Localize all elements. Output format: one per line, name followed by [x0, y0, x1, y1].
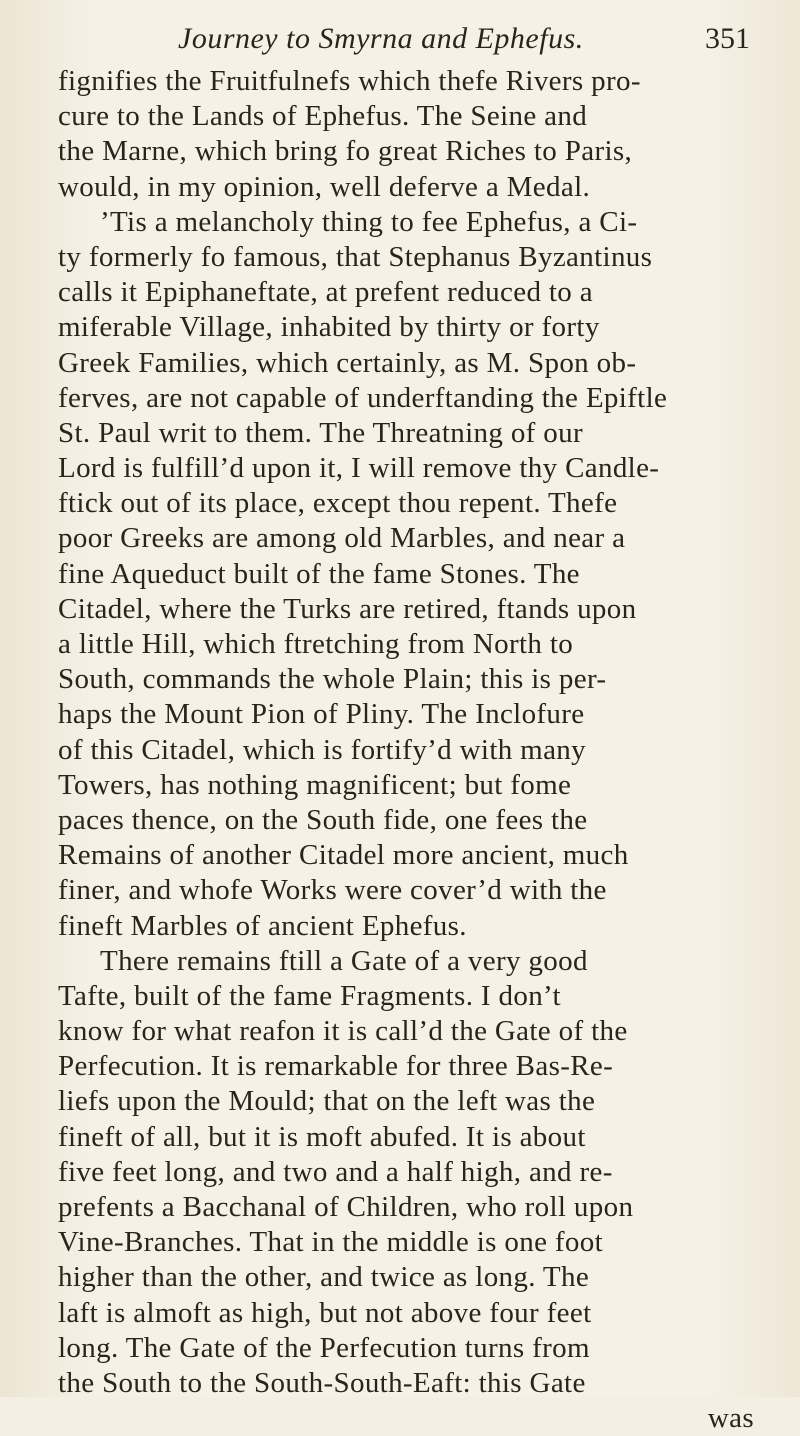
text-line: St. Paul writ to them. The Threatning of our [58, 416, 583, 449]
text-line: fineft of all, but it is moft abufed. It is about [58, 1120, 586, 1153]
text-line: higher than the other, and twice as long. The [58, 1261, 590, 1294]
text-line: Perfecution. It is remarkable for three Bas-Re- [58, 1050, 614, 1083]
text-line: cure to the Lands of Ephefus. The Seine and [58, 100, 588, 133]
text-line: know for what reafon it is call’d the Gate of the [58, 1015, 628, 1048]
text-line: the Marne, which bring fo great Riches to Paris, [58, 135, 633, 168]
text-line: the South to the South-South-Eaft: this Gate [58, 1366, 586, 1399]
text-line: Towers, has nothing magnificent; but fome [58, 768, 572, 801]
text-line: long. The Gate of the Perfecution turns from [58, 1331, 590, 1364]
text-line: Remains of another Citadel more ancient, much [58, 839, 629, 872]
text-line: There remains ftill a Gate of a very good [100, 944, 588, 977]
text-line: of this Citadel, which is fortify’d with many [58, 733, 587, 766]
running-head [58, 14, 770, 64]
text-line: Vine-Branches. That in the middle is one foot [58, 1226, 604, 1259]
text-line: ’Tis a melancholy thing to fee Ephefus, a Ci- [100, 205, 638, 238]
text-line: ty formerly fo famous, that Stephanus Byzantinus [58, 240, 653, 273]
text-line: haps the Mount Pion of Pliny. The Inclofure [58, 698, 585, 731]
text-line: ferves, are not capable of underftanding the Epiftle [58, 381, 668, 414]
text-line: paces thence, on the South fide, one fees the [58, 803, 588, 836]
body-text [58, 64, 770, 1436]
text-line: fine Aqueduct built of the fame Stones. The [58, 557, 580, 590]
text-line: miferable Village, inhabited by thirty or forty [58, 311, 600, 344]
text-line: would, in my opinion, well deferve a Medal. [58, 170, 591, 203]
text-line: prefents a Bacchanal of Children, who roll upon [58, 1191, 634, 1223]
text-line: poor Greeks are among old Marbles, and near a [58, 522, 626, 555]
text-line: laft is almoft as high, but not above four feet [58, 1296, 592, 1329]
text-line: calls it Epiphaneftate, at prefent reduced to a [58, 276, 593, 309]
text-line: fignifies the Fruitfulnefs which thefe Rivers pro- [58, 65, 641, 97]
text-line: ftick out of its place, except thou repent. Thefe [58, 487, 618, 520]
text-line: fineft Marbles of ancient Ephefus. [58, 909, 467, 942]
text-line: finer, and whofe Works were cover’d with the [58, 874, 607, 907]
catchword: was [707, 1402, 754, 1435]
page-number: 351 [705, 22, 750, 55]
text-line: Citadel, where the Turks are retired, ftands upon [58, 592, 637, 625]
text-line: a little Hill, which ftretching from North to [58, 628, 574, 660]
text-line: Tafte, built of the fame Fragments. I don’t [58, 979, 561, 1012]
text-line: South, commands the whole Plain; this is per- [58, 663, 607, 696]
running-title: Journey to Smyrna and Ephefus. [178, 22, 584, 55]
text-line: liefs upon the Mould; that on the left was the [58, 1085, 596, 1118]
text-line: Greek Families, which certainly, as M. Spon ob- [58, 346, 637, 379]
text-line: Lord is fulfill’d upon it, I will remove thy Candle- [58, 452, 660, 485]
text-line: five feet long, and two and a half high, and re- [58, 1155, 613, 1188]
